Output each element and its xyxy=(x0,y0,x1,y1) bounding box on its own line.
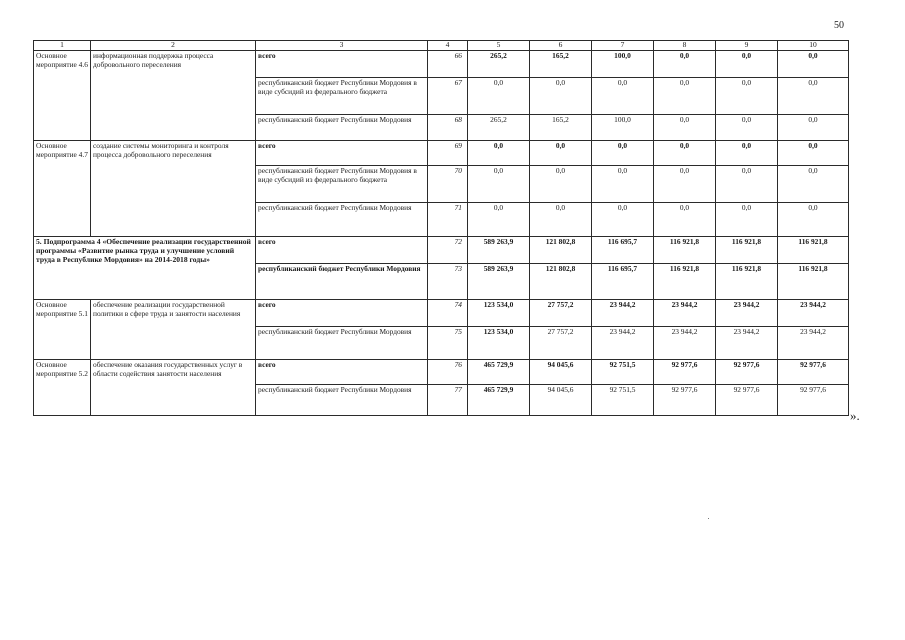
row-number: 75 xyxy=(428,327,468,360)
column-number: 4 xyxy=(428,41,468,51)
amount-2014: 165,2 xyxy=(530,51,592,78)
amount-2016: 0,0 xyxy=(654,78,716,115)
row-number: 73 xyxy=(428,264,468,300)
amount-2016: 0,0 xyxy=(654,141,716,166)
funding-source: всего xyxy=(256,141,428,166)
row-number: 77 xyxy=(428,385,468,416)
funding-source: всего xyxy=(256,300,428,327)
amount-2018: 92 977,6 xyxy=(778,385,849,416)
funding-source: республиканский бюджет Республики Мордовия в виде субсидий из федерального бюджета xyxy=(256,78,428,115)
activity-number: Основное мероприятие 4.6 xyxy=(34,51,91,141)
column-number: 9 xyxy=(716,41,778,51)
table-row xyxy=(34,141,849,166)
funding-source: всего xyxy=(256,51,428,78)
funding-source: всего xyxy=(256,237,428,264)
column-number: 6 xyxy=(530,41,592,51)
table-row xyxy=(34,360,849,385)
amount-2016: 92 977,6 xyxy=(654,385,716,416)
table-row xyxy=(34,51,849,78)
amount-total: 0,0 xyxy=(468,166,530,203)
amount-2014: 27 757,2 xyxy=(530,300,592,327)
subprogram-title: 5. Подпрограмма 4 «Обеспечение реализации государственной программы «Развитие рынка труда и улучшение условий труда в Республике Мордовия» на 2014-2018 годы» xyxy=(34,237,256,300)
amount-total: 589 263,9 xyxy=(468,264,530,300)
amount-2014: 121 802,8 xyxy=(530,264,592,300)
amount-total: 465 729,9 xyxy=(468,360,530,385)
funding-source: республиканский бюджет Республики Мордовия xyxy=(256,385,428,416)
row-number: 69 xyxy=(428,141,468,166)
row-number: 66 xyxy=(428,51,468,78)
amount-2018: 0,0 xyxy=(778,78,849,115)
row-number: 70 xyxy=(428,166,468,203)
amount-2014: 94 045,6 xyxy=(530,360,592,385)
amount-2015: 92 751,5 xyxy=(592,360,654,385)
funding-source: республиканский бюджет Республики Мордовия xyxy=(256,203,428,237)
amount-total: 0,0 xyxy=(468,141,530,166)
amount-2016: 0,0 xyxy=(654,51,716,78)
table-row xyxy=(34,237,849,264)
funding-source: всего xyxy=(256,360,428,385)
column-number-row xyxy=(34,41,849,51)
row-number: 74 xyxy=(428,300,468,327)
amount-2015: 100,0 xyxy=(592,51,654,78)
amount-2016: 23 944,2 xyxy=(654,300,716,327)
row-number: 71 xyxy=(428,203,468,237)
amount-2014: 121 802,8 xyxy=(530,237,592,264)
amount-2015: 116 695,7 xyxy=(592,237,654,264)
amount-2015: 116 695,7 xyxy=(592,264,654,300)
amount-total: 0,0 xyxy=(468,78,530,115)
closing-quote: ». xyxy=(850,408,860,423)
page-number: 50 xyxy=(834,20,844,31)
activity-title: информационная поддержка процесса добровольного переселения xyxy=(91,51,256,141)
amount-2018: 116 921,8 xyxy=(778,237,849,264)
amount-2018: 23 944,2 xyxy=(778,327,849,360)
amount-2018: 0,0 xyxy=(778,203,849,237)
amount-2017: 0,0 xyxy=(716,115,778,141)
amount-2016: 92 977,6 xyxy=(654,360,716,385)
amount-total: 589 263,9 xyxy=(468,237,530,264)
amount-2014: 0,0 xyxy=(530,203,592,237)
amount-2015: 0,0 xyxy=(592,203,654,237)
amount-2017: 23 944,2 xyxy=(716,300,778,327)
amount-2014: 165,2 xyxy=(530,115,592,141)
amount-2018: 0,0 xyxy=(778,166,849,203)
amount-2015: 0,0 xyxy=(592,78,654,115)
column-number: 2 xyxy=(91,41,256,51)
row-number: 72 xyxy=(428,237,468,264)
activity-title: обеспечение оказания государственных услуг в области содействия занятости населения xyxy=(91,360,256,416)
amount-2015: 23 944,2 xyxy=(592,327,654,360)
scan-speck xyxy=(708,518,709,519)
amount-2017: 92 977,6 xyxy=(716,385,778,416)
budget-table xyxy=(33,40,849,416)
amount-2014: 94 045,6 xyxy=(530,385,592,416)
amount-total: 123 534,0 xyxy=(468,300,530,327)
amount-2015: 23 944,2 xyxy=(592,300,654,327)
funding-source: республиканский бюджет Республики Мордовия xyxy=(256,327,428,360)
activity-number: Основное мероприятие 4.7 xyxy=(34,141,91,237)
amount-2017: 23 944,2 xyxy=(716,327,778,360)
activity-title: создание системы мониторинга и контроля процесса добровольного переселения xyxy=(91,141,256,237)
table-row xyxy=(34,300,849,327)
amount-2016: 0,0 xyxy=(654,203,716,237)
amount-2014: 27 757,2 xyxy=(530,327,592,360)
amount-total: 265,2 xyxy=(468,115,530,141)
amount-2016: 23 944,2 xyxy=(654,327,716,360)
column-number: 3 xyxy=(256,41,428,51)
amount-total: 123 534,0 xyxy=(468,327,530,360)
amount-2016: 0,0 xyxy=(654,115,716,141)
amount-2014: 0,0 xyxy=(530,141,592,166)
column-number: 8 xyxy=(654,41,716,51)
amount-2018: 23 944,2 xyxy=(778,300,849,327)
amount-2015: 0,0 xyxy=(592,166,654,203)
amount-total: 465 729,9 xyxy=(468,385,530,416)
amount-2018: 0,0 xyxy=(778,141,849,166)
funding-source: республиканский бюджет Республики Мордовия в виде субсидий из федерального бюджета xyxy=(256,166,428,203)
amount-2018: 116 921,8 xyxy=(778,264,849,300)
amount-2017: 0,0 xyxy=(716,203,778,237)
row-number: 76 xyxy=(428,360,468,385)
amount-2016: 116 921,8 xyxy=(654,264,716,300)
amount-2017: 0,0 xyxy=(716,51,778,78)
amount-2018: 0,0 xyxy=(778,115,849,141)
amount-2015: 100,0 xyxy=(592,115,654,141)
row-number: 67 xyxy=(428,78,468,115)
column-number: 10 xyxy=(778,41,849,51)
amount-2017: 0,0 xyxy=(716,166,778,203)
activity-title: обеспечение реализации государственной политики в сфере труда и занятости населения xyxy=(91,300,256,360)
column-number: 7 xyxy=(592,41,654,51)
row-number: 68 xyxy=(428,115,468,141)
amount-2016: 0,0 xyxy=(654,166,716,203)
amount-2016: 116 921,8 xyxy=(654,237,716,264)
amount-2017: 0,0 xyxy=(716,141,778,166)
amount-2014: 0,0 xyxy=(530,78,592,115)
column-number: 1 xyxy=(34,41,91,51)
amount-2015: 92 751,5 xyxy=(592,385,654,416)
amount-2017: 0,0 xyxy=(716,78,778,115)
amount-2017: 116 921,8 xyxy=(716,237,778,264)
amount-2018: 0,0 xyxy=(778,51,849,78)
column-number: 5 xyxy=(468,41,530,51)
funding-source: республиканский бюджет Республики Мордовия xyxy=(256,264,428,300)
funding-source: республиканский бюджет Республики Мордовия xyxy=(256,115,428,141)
amount-2015: 0,0 xyxy=(592,141,654,166)
amount-total: 0,0 xyxy=(468,203,530,237)
amount-2018: 92 977,6 xyxy=(778,360,849,385)
activity-number: Основное мероприятие 5.2 xyxy=(34,360,91,416)
amount-2017: 116 921,8 xyxy=(716,264,778,300)
amount-2014: 0,0 xyxy=(530,166,592,203)
activity-number: Основное мероприятие 5.1 xyxy=(34,300,91,360)
amount-total: 265,2 xyxy=(468,51,530,78)
amount-2017: 92 977,6 xyxy=(716,360,778,385)
